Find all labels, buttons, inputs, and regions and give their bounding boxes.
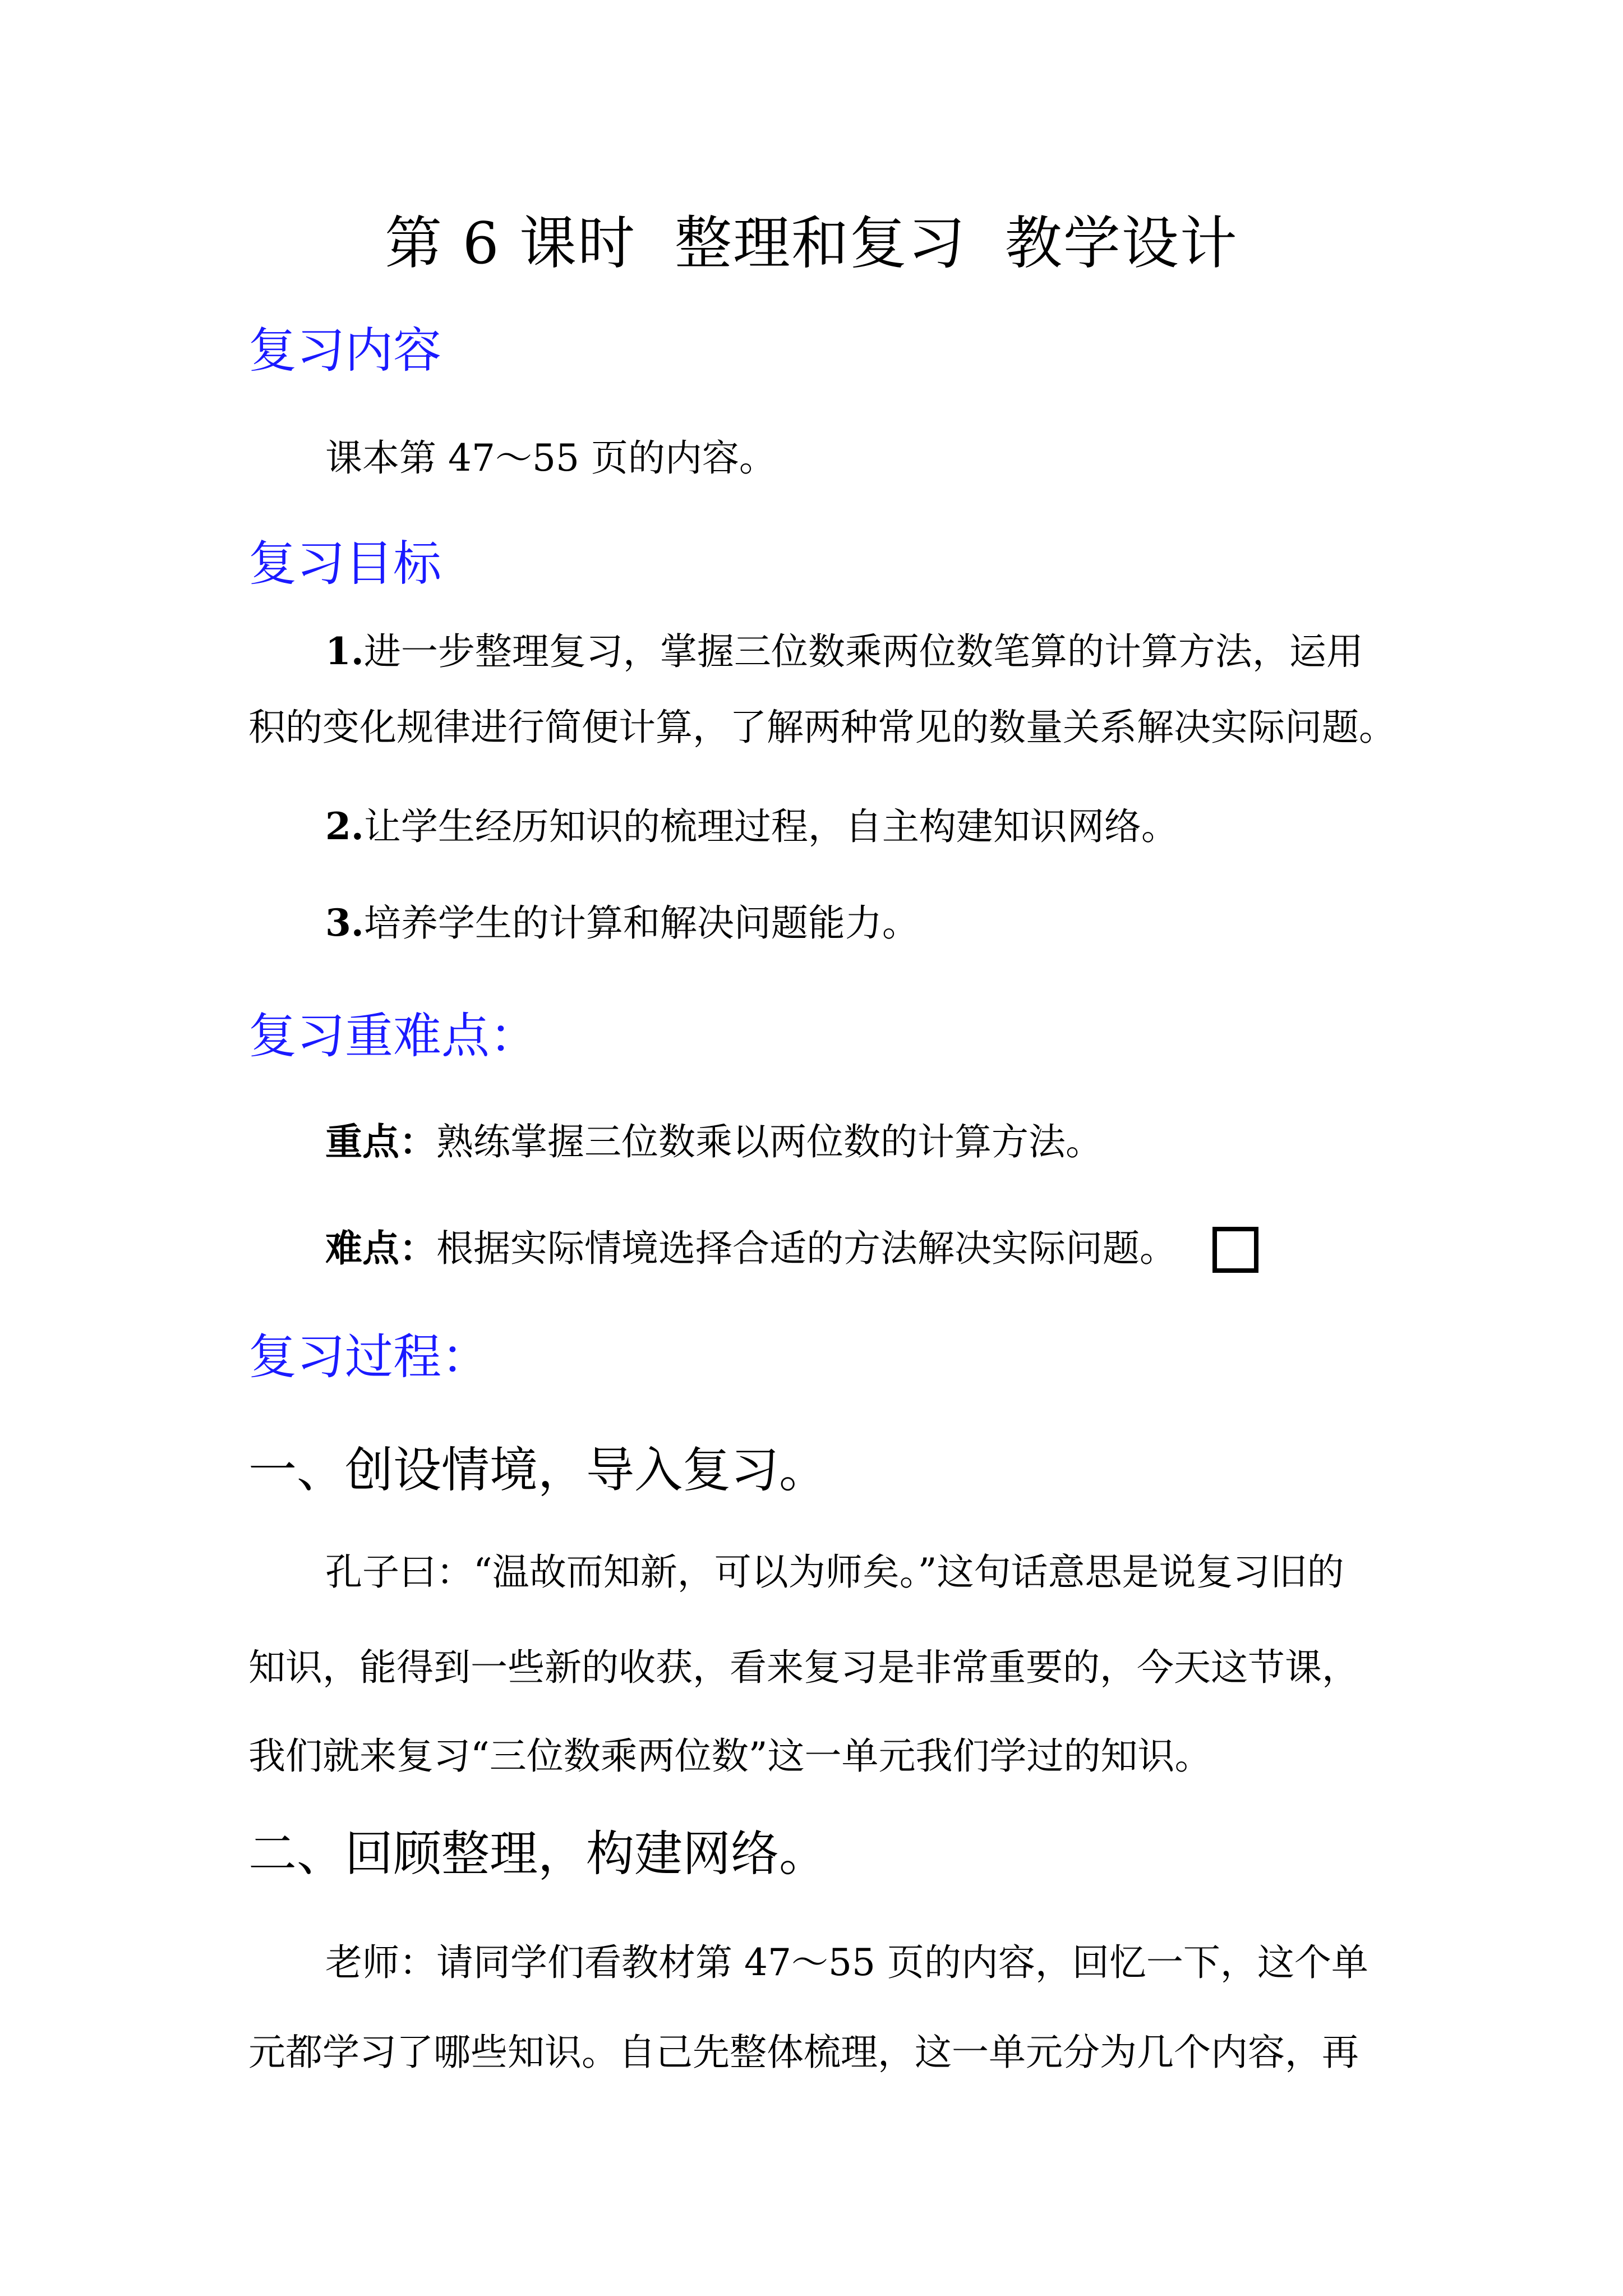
process-part-1-title: 一、创设情境，导入复习。	[248, 1442, 827, 1498]
goal-2	[325, 801, 1178, 852]
goal-2-text: 让学生经历知识的梳理过程，自主构建知识网络。	[363, 805, 1178, 848]
checkbox-square[interactable]	[1212, 1227, 1258, 1273]
part-1-line-2: 知识，能得到一些新的收获，看来复习是非常重要的，今天这节课，	[248, 1646, 1359, 1689]
heading-review-content: 复习内容	[248, 323, 441, 379]
goal-1-number: 1.	[325, 629, 364, 673]
part-1-line-3: 我们就来复习“三位数乘两位数”这一单元我们学过的知识。	[248, 1734, 1212, 1778]
heading-process: 复习过程：	[248, 1329, 490, 1385]
heading-key-points: 复习重难点：	[248, 1008, 538, 1064]
goal-3-text: 培养学生的计算和解决问题能力。	[363, 901, 919, 945]
part-2-line-2: 元都学习了哪些知识。自己先整体梳理，这一单元分为几个内容，再	[248, 2031, 1359, 2074]
goal-1-line-1	[325, 626, 1363, 677]
review-content-text: 课本第 47～55 页的内容。	[325, 436, 776, 480]
goal-3-number: 3.	[325, 901, 364, 945]
part-1-line-1: 孔子曰：“温故而知新，可以为师矣。”这句话意思是说复习旧的	[325, 1550, 1344, 1594]
part-2-line-1: 老师：请同学们看教材第 47～55 页的内容，回忆一下，这个单	[325, 1941, 1368, 1984]
key-point-text: 熟练掌握三位数乘以两位数的计算方法。	[436, 1120, 1103, 1163]
difficult-point-text: 根据实际情境选择合适的方法解决实际问题。	[436, 1227, 1177, 1270]
key-point	[325, 1116, 1103, 1167]
key-point-label: 重点：	[325, 1120, 436, 1163]
goal-1-line-2: 积的变化规律进行简便计算，了解两种常见的数量关系解决实际问题。	[248, 706, 1396, 749]
difficult-point	[325, 1223, 1177, 1274]
page-title: 第 6 课时 整理和复习 教学设计	[385, 210, 1238, 277]
goal-1-text: 进一步整理复习，掌握三位数乘两位数笔算的计算方法，运用	[363, 630, 1363, 673]
difficult-point-label: 难点：	[325, 1226, 436, 1270]
goal-2-number: 2.	[325, 804, 364, 848]
heading-review-goals: 复习目标	[248, 536, 441, 592]
process-part-2-title: 二、回顾整理，构建网络。	[248, 1826, 827, 1882]
goal-3	[325, 898, 919, 949]
